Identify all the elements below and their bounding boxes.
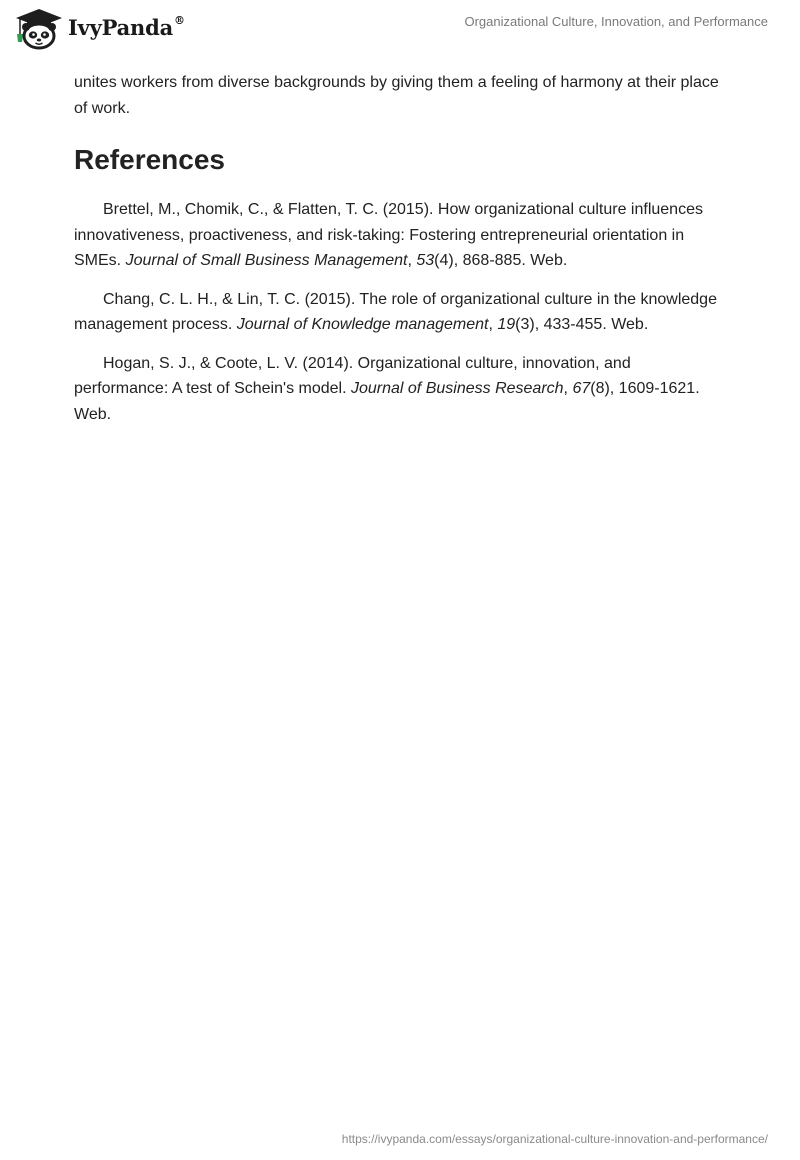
logo-wordmark: IvyPanda® (68, 13, 185, 40)
reference-journal: Journal of Business Research (350, 380, 564, 397)
reference-text: Hogan, S. J., & Coote, L. V. (2014). Organizational culture, innovation, and performance: A test of Schein's model. (74, 354, 631, 397)
reference-volume: 19 (497, 316, 516, 333)
reference-volume: 53 (416, 252, 435, 269)
registered-mark: ® (174, 13, 185, 27)
running-title: Organizational Culture, Innovation, and Performance (464, 14, 768, 29)
reference-text: Chang, C. L. H., & Lin, T. C. (2015). The role of organizational culture in the knowledge management process. (74, 290, 717, 333)
ivypanda-logo[interactable] (14, 8, 185, 50)
reference-separator: , (488, 316, 498, 333)
reference-journal: Journal of Small Business Management (125, 252, 408, 269)
body-paragraph-continuation: unites workers from diverse backgrounds by giving them a feeling of harmony at their place of work. (74, 74, 719, 117)
reference-journal: Journal of Knowledge management (236, 316, 489, 333)
document-content (74, 70, 724, 440)
reference-pages: (8), 1609-1621. Web. (74, 380, 700, 423)
reference-list (74, 197, 724, 427)
reference-entry (74, 197, 724, 274)
reference-entry (74, 351, 724, 428)
page-header (0, 0, 800, 64)
reference-separator: , (407, 252, 417, 269)
panda-graduate-icon (14, 8, 64, 50)
reference-text: Brettel, M., Chomik, C., & Flatten, T. C. (2015). How organizational culture influences innovativeness, proactiveness, and risk-taking: Fostering entrepreneurial orientation in SMEs. (74, 201, 703, 269)
reference-entry (74, 287, 724, 338)
reference-volume: 67 (572, 380, 591, 397)
reference-pages: (3), 433-455. Web. (515, 316, 649, 333)
reference-pages: (4), 868-885. Web. (434, 252, 568, 269)
footer-source-url[interactable]: https://ivypanda.com/essays/organizational-culture-innovation-and-performance/ (341, 1132, 768, 1146)
references-heading: References (74, 144, 225, 175)
reference-separator: , (563, 380, 573, 397)
